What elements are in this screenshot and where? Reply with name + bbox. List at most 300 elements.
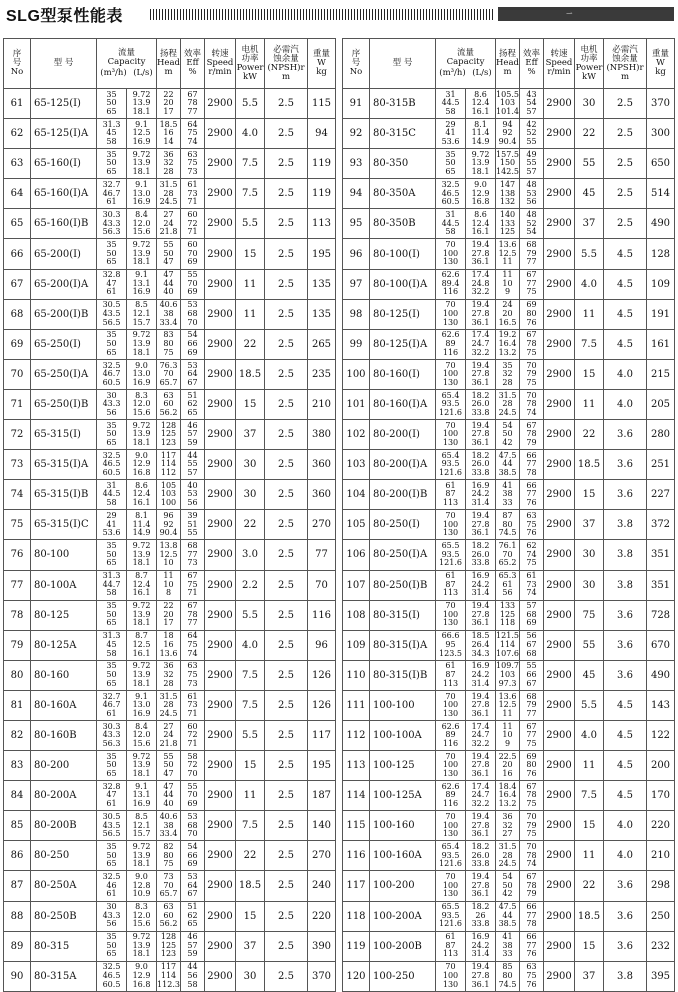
row-no: 76	[4, 540, 31, 570]
row-weight: 220	[647, 811, 675, 841]
row-capacity-ls-line: 31.4	[471, 949, 490, 959]
header-eff-line: Eff	[525, 58, 538, 68]
header-speed	[544, 39, 575, 89]
row-npsh: 2.5	[265, 209, 308, 239]
row-head	[496, 420, 520, 450]
row-capacity-ls-line: 19.4	[471, 691, 490, 701]
row-eff-line: 74	[526, 549, 537, 559]
row-power: 22	[236, 510, 265, 540]
page-title: SLG型泵性能表	[6, 8, 123, 25]
row-eff-line: 54	[187, 330, 198, 340]
header-no-line: 序	[12, 49, 22, 59]
row-eff-line: 77	[526, 940, 537, 950]
row-no: 104	[343, 480, 370, 510]
row-eff-line: 62	[526, 541, 537, 551]
row-capacity-ls-line: 26.0	[471, 459, 490, 469]
row-capacity-ls-line: 26.0	[471, 850, 490, 860]
row-eff-line: 70	[526, 360, 537, 370]
row-capacity-m3h-line: 65	[445, 167, 456, 177]
row-head	[496, 630, 520, 660]
row-capacity-ls-line: 16.8	[471, 197, 490, 207]
row-weight: 370	[647, 89, 675, 119]
row-head-line: 11	[502, 708, 513, 718]
row-capacity-m3h-line: 29	[106, 510, 117, 520]
row-head-line: 32	[163, 158, 174, 168]
row-head-line: 19.2	[498, 330, 517, 340]
row-capacity-ls-line: 24.7	[471, 730, 490, 740]
row-capacity-ls-line: 12.9	[132, 459, 151, 469]
row-capacity-m3h-line: 100	[442, 970, 459, 980]
row-eff-line: 66	[526, 450, 537, 460]
row-head	[157, 389, 181, 419]
row-eff-line: 58	[187, 751, 198, 761]
header-head	[157, 39, 181, 89]
row-no: 101	[343, 389, 370, 419]
row-eff-line: 75	[526, 829, 537, 839]
row-head-line: 107.6	[496, 648, 519, 658]
row-eff	[181, 540, 205, 570]
row-eff	[181, 961, 205, 991]
header-power-line: Power	[236, 62, 264, 73]
row-capacity-m3h-line: 35	[106, 541, 117, 551]
row-model: 80-125(I)	[370, 299, 436, 329]
row-capacity-m3h	[97, 871, 127, 901]
row-capacity-m3h	[97, 931, 127, 961]
row-capacity-ls	[127, 269, 157, 299]
row-capacity-m3h-line: 43.3	[102, 730, 121, 740]
row-head-line: 12.5	[498, 700, 517, 710]
header-head-line: m	[503, 67, 512, 77]
header-power-line: 功率	[241, 53, 259, 64]
row-eff-line: 67	[526, 420, 537, 430]
row-eff-line: 67	[526, 678, 537, 688]
row-weight: 514	[647, 179, 675, 209]
row-capacity-ls-line: 32.2	[471, 738, 490, 748]
row-head	[496, 811, 520, 841]
row-head-line: 24.5	[159, 708, 178, 718]
table-row	[4, 630, 336, 660]
row-capacity-m3h-line: 116	[442, 287, 459, 297]
row-capacity-m3h-line: 31	[106, 480, 117, 490]
row-power: 11	[575, 751, 604, 781]
row-capacity-m3h-line: 44.5	[441, 98, 460, 108]
row-head-line: 9	[504, 287, 511, 297]
row-capacity-m3h-line: 100	[442, 369, 459, 379]
row-eff	[520, 660, 544, 690]
header-speed-line: 转速	[211, 49, 229, 59]
header-capacity-line: 流量	[456, 48, 474, 58]
row-head-line: 24.5	[498, 859, 517, 869]
row-eff-line: 79	[526, 889, 537, 899]
row-capacity-ls-line: 8.5	[135, 300, 148, 310]
row-npsh: 4.0	[604, 359, 647, 389]
row-eff-line: 66	[526, 932, 537, 942]
row-capacity-ls-line: 13.9	[132, 760, 151, 770]
row-power: 11	[575, 299, 604, 329]
row-head-line: 40.6	[159, 811, 178, 821]
row-eff-line: 62	[187, 399, 198, 409]
row-capacity-m3h-line: 121.6	[439, 407, 462, 417]
row-npsh: 4.5	[604, 329, 647, 359]
header-power-line: 功率	[580, 53, 598, 64]
row-capacity-ls-line: 32.2	[471, 799, 490, 808]
row-head-line: 13.6	[159, 648, 178, 658]
row-eff-line: 66	[187, 339, 198, 348]
row-head	[157, 359, 181, 389]
row-capacity-ls-line: 26	[475, 910, 486, 920]
row-capacity-m3h	[436, 871, 466, 901]
row-head-line: 125	[160, 940, 177, 950]
row-head	[496, 690, 520, 720]
row-eff-line: 75	[526, 970, 537, 980]
row-head-line: 12.5	[498, 248, 517, 258]
row-npsh: 2.5	[265, 630, 308, 660]
table-row	[343, 299, 675, 329]
row-eff-line: 68	[526, 240, 537, 250]
row-head-line: 31.5	[159, 179, 178, 189]
row-head-line: 27	[163, 721, 174, 731]
row-model: 80-200	[31, 751, 97, 781]
row-capacity-m3h-line: 93.5	[441, 910, 460, 920]
row-eff-line: 78	[526, 467, 537, 477]
row-npsh: 2.5	[604, 89, 647, 119]
table-row	[4, 119, 336, 149]
row-head-line: 16	[502, 768, 513, 778]
row-eff-line: 77	[187, 549, 198, 559]
row-capacity-m3h-line: 56	[106, 407, 117, 417]
row-capacity-m3h-line: 65	[106, 678, 117, 688]
row-weight: 265	[308, 329, 336, 359]
row-capacity-m3h-line: 116	[442, 347, 459, 357]
row-capacity-ls-line: 19.4	[471, 872, 490, 882]
header-npsh-line: (NPSH)r	[606, 62, 644, 73]
row-speed: 2900	[205, 660, 236, 690]
header-weight-line: kg	[655, 67, 666, 77]
row-capacity-m3h-line: 121.6	[439, 859, 462, 869]
row-model: 65-315(I)A	[31, 450, 97, 480]
header-head	[496, 39, 520, 89]
row-capacity-ls-line: 36.1	[471, 257, 490, 267]
row-eff-line: 66	[526, 902, 537, 912]
row-speed: 2900	[205, 901, 236, 931]
row-capacity-m3h-line: 29	[445, 119, 456, 129]
row-speed: 2900	[205, 690, 236, 720]
row-no: 75	[4, 510, 31, 540]
row-eff-line: 74	[187, 136, 198, 146]
row-capacity-ls	[466, 811, 496, 841]
row-head	[496, 540, 520, 570]
table-row	[4, 450, 336, 480]
row-npsh: 3.8	[604, 961, 647, 991]
row-eff-line: 68	[526, 609, 537, 619]
row-eff	[520, 149, 544, 179]
row-npsh: 3.8	[604, 510, 647, 540]
row-speed: 2900	[205, 209, 236, 239]
row-capacity-m3h-line: 53.6	[102, 528, 121, 538]
row-no: 88	[4, 901, 31, 931]
row-power: 37	[575, 510, 604, 540]
row-capacity-ls-line: 19.4	[471, 601, 490, 611]
row-capacity-ls-line: 12.4	[471, 98, 490, 108]
row-capacity-m3h-line: 44.7	[102, 579, 121, 589]
row-capacity-ls-line: 36.1	[471, 708, 490, 718]
row-eff-line: 74	[526, 859, 537, 869]
row-eff-line: 78	[526, 339, 537, 348]
row-power: 7.5	[575, 781, 604, 811]
row-power: 30	[575, 540, 604, 570]
header-eff-line: 效率	[183, 49, 201, 59]
row-head	[496, 781, 520, 811]
row-capacity-ls	[127, 179, 157, 209]
table-row	[343, 570, 675, 600]
row-no: 111	[343, 690, 370, 720]
row-weight: 117	[308, 720, 336, 750]
row-capacity-m3h-line: 70	[445, 811, 456, 821]
row-capacity-ls-line: 33.8	[471, 859, 490, 869]
row-npsh: 2.5	[265, 510, 308, 540]
row-capacity-m3h-line: 62.6	[441, 781, 460, 791]
header-no-line: No	[349, 67, 363, 77]
row-capacity-m3h	[97, 811, 127, 841]
row-capacity-ls-line: 8.7	[135, 571, 148, 581]
row-weight: 300	[647, 119, 675, 149]
row-npsh: 2.5	[265, 720, 308, 750]
row-head-line: 73	[163, 872, 174, 882]
row-head-line: 80	[163, 850, 174, 860]
row-head	[157, 239, 181, 269]
row-capacity-m3h-line: 50	[106, 609, 117, 619]
row-eff	[520, 901, 544, 931]
row-eff	[520, 600, 544, 630]
row-capacity-ls-line: 36.1	[471, 979, 490, 989]
row-eff	[520, 299, 544, 329]
row-capacity-m3h-line: 46.7	[102, 369, 121, 379]
row-eff-line: 71	[187, 227, 198, 237]
row-capacity-m3h-line: 35	[106, 149, 117, 159]
row-head-line: 13.2	[498, 347, 517, 357]
row-eff	[181, 480, 205, 510]
row-head-line: 125	[499, 227, 516, 237]
row-head	[157, 420, 181, 450]
row-capacity-ls-line: 13.1	[132, 790, 151, 800]
row-head	[496, 149, 520, 179]
row-eff-line: 75	[187, 579, 198, 589]
row-eff-line: 66	[526, 670, 537, 680]
table-row	[343, 89, 675, 119]
row-eff-line: 55	[526, 158, 537, 168]
row-capacity-m3h-line: 121.6	[439, 558, 462, 568]
header-weight	[647, 39, 675, 89]
row-head-line: 42	[502, 889, 513, 899]
row-head-line: 55	[163, 240, 174, 250]
row-head-line: 24.5	[498, 407, 517, 417]
row-capacity-ls-line: 12.0	[132, 910, 151, 920]
row-head-line: 10	[163, 558, 174, 568]
row-eff-line: 66	[526, 480, 537, 490]
row-capacity-m3h-line: 65.5	[441, 902, 460, 912]
row-capacity-ls-line: 18.2	[471, 902, 490, 912]
row-capacity-ls	[466, 119, 496, 149]
row-eff	[520, 690, 544, 720]
row-capacity-m3h-line: 65	[106, 437, 117, 447]
row-capacity-m3h-line: 113	[442, 949, 459, 959]
row-capacity-m3h-line: 32.8	[102, 781, 121, 791]
row-npsh: 3.6	[604, 450, 647, 480]
row-eff-line: 70	[187, 829, 198, 839]
row-capacity-ls-line: 18.1	[132, 618, 151, 628]
row-head-line: 36	[163, 149, 174, 159]
row-capacity-ls-line: 9.72	[132, 601, 151, 611]
table-row	[343, 269, 675, 299]
row-speed: 2900	[544, 179, 575, 209]
row-capacity-ls	[127, 450, 157, 480]
row-no: 96	[343, 239, 370, 269]
row-capacity-m3h-line: 121.6	[439, 467, 462, 477]
row-head-line: 9	[504, 738, 511, 748]
row-model: 80-200B	[31, 811, 97, 841]
row-eff-line: 59	[187, 437, 198, 447]
row-head-line: 65.7	[159, 377, 178, 387]
row-weight: 195	[308, 751, 336, 781]
row-capacity-m3h-line: 130	[442, 889, 459, 899]
row-head-line: 132	[499, 197, 516, 207]
row-weight: 227	[647, 480, 675, 510]
row-weight: 298	[647, 871, 675, 901]
row-head-line: 20	[163, 609, 174, 619]
row-capacity-m3h	[97, 389, 127, 419]
row-capacity-ls-line: 26.0	[471, 399, 490, 409]
row-capacity-m3h-line: 58	[445, 106, 456, 116]
row-capacity-m3h-line: 89	[445, 730, 456, 740]
row-capacity-ls-line: 34.3	[471, 648, 490, 658]
row-capacity-ls	[466, 630, 496, 660]
row-eff	[181, 119, 205, 149]
row-eff	[181, 660, 205, 690]
row-eff	[520, 841, 544, 871]
row-eff-line: 67	[187, 89, 198, 99]
table-row	[4, 570, 336, 600]
row-no: 118	[343, 901, 370, 931]
table-row	[343, 781, 675, 811]
table-row	[4, 540, 336, 570]
row-eff-line: 55	[187, 528, 198, 538]
header-model: 型 号	[31, 39, 97, 89]
table-row	[343, 690, 675, 720]
row-capacity-m3h-line: 130	[442, 618, 459, 628]
row-eff-line: 72	[187, 730, 198, 740]
row-eff	[520, 329, 544, 359]
row-power: 4.0	[575, 269, 604, 299]
row-eff-line: 67	[526, 781, 537, 791]
row-eff-line: 73	[187, 678, 198, 688]
table-header-row	[4, 39, 336, 89]
header-weight	[308, 39, 336, 89]
row-capacity-ls-line: 9.0	[474, 179, 487, 189]
row-eff-line: 67	[526, 330, 537, 340]
row-head-line: 74.5	[498, 528, 517, 538]
row-eff	[520, 420, 544, 450]
row-power: 55	[575, 630, 604, 660]
row-capacity-ls-line: 8.3	[135, 390, 148, 400]
table-body	[4, 89, 336, 992]
row-capacity-m3h	[97, 751, 127, 781]
row-head-line: 47	[163, 768, 174, 778]
row-capacity-m3h	[97, 89, 127, 119]
row-capacity-m3h	[436, 630, 466, 660]
row-head-line: 150	[499, 158, 516, 168]
row-head	[496, 510, 520, 540]
row-capacity-m3h-line: 50	[106, 429, 117, 439]
row-model: 80-100	[31, 540, 97, 570]
table-row	[343, 931, 675, 961]
row-power: 15	[575, 480, 604, 510]
row-eff	[520, 179, 544, 209]
row-capacity-ls-line: 8.4	[135, 210, 148, 220]
table-row	[4, 480, 336, 510]
row-capacity-ls-line: 19.4	[471, 751, 490, 761]
row-capacity-ls-line: 31.4	[471, 588, 490, 598]
row-capacity-ls-line: 17.4	[471, 781, 490, 791]
row-no: 62	[4, 119, 31, 149]
row-no: 116	[343, 841, 370, 871]
row-capacity-m3h-line: 58	[106, 648, 117, 658]
table-row	[343, 600, 675, 630]
row-capacity-m3h	[97, 420, 127, 450]
row-weight: 116	[308, 600, 336, 630]
row-head	[157, 841, 181, 871]
row-weight: 126	[308, 660, 336, 690]
row-eff-line: 48	[526, 179, 537, 189]
row-capacity-m3h	[97, 781, 127, 811]
row-eff	[181, 389, 205, 419]
row-weight: 220	[308, 901, 336, 931]
row-capacity-ls-line: 16.1	[132, 498, 151, 508]
header-capacity	[436, 39, 496, 89]
row-capacity-ls-line: 32.2	[471, 287, 490, 297]
row-capacity-ls-line: 36.1	[471, 377, 490, 387]
row-capacity-ls-line: 11.4	[132, 519, 151, 529]
row-eff-line: 61	[526, 571, 537, 581]
row-model: 80-100(I)	[370, 239, 436, 269]
row-power: 7.5	[236, 660, 265, 690]
row-head	[496, 931, 520, 961]
row-eff-line: 76	[526, 317, 537, 327]
row-npsh: 3.8	[604, 570, 647, 600]
row-capacity-m3h-line: 87	[445, 670, 456, 680]
row-head-line: 138	[499, 188, 516, 198]
row-no: 115	[343, 811, 370, 841]
row-eff	[520, 480, 544, 510]
row-weight: 240	[308, 871, 336, 901]
row-capacity-m3h-line: 70	[445, 962, 456, 972]
row-model: 65-250(I)	[31, 329, 97, 359]
row-eff-line: 75	[526, 558, 537, 568]
row-head-line: 32	[502, 820, 513, 830]
row-head-line: 117	[160, 450, 177, 460]
row-head-line: 54	[502, 420, 513, 430]
row-head	[496, 570, 520, 600]
row-capacity-m3h-line: 113	[442, 498, 459, 508]
row-capacity-m3h-line: 32.5	[102, 872, 121, 882]
header-no-line: 序	[351, 49, 361, 59]
header-eff-line: Eff	[186, 58, 199, 68]
header-weight-line: 重量	[312, 49, 330, 59]
row-capacity-ls-line: 9.72	[132, 420, 151, 430]
row-capacity-m3h-line: 60.5	[102, 377, 121, 387]
row-head-line: 65.7	[159, 889, 178, 899]
row-head-line: 10	[163, 579, 174, 589]
row-eff-line: 69	[187, 287, 198, 297]
